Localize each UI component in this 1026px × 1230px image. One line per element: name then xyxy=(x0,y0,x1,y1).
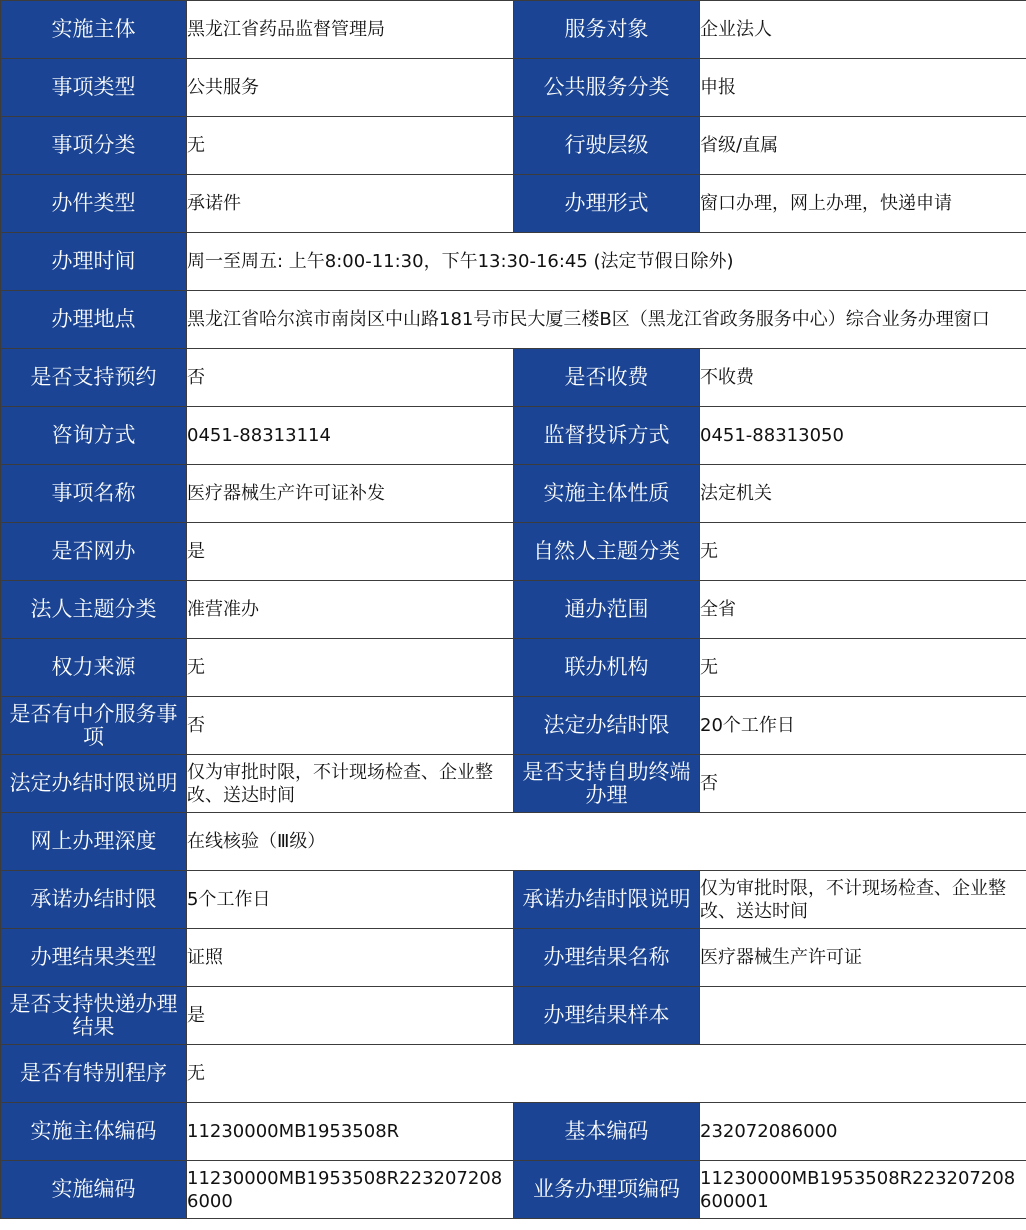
value-power-source: 无 xyxy=(187,639,514,697)
value-body-code: 11230000MB1953508R xyxy=(187,1103,514,1161)
table-row xyxy=(1,523,1026,581)
value-consultation: 0451-88313114 xyxy=(187,407,514,465)
label-business-item-code: 业务办理项编码 xyxy=(514,1161,700,1219)
value-promised-time-limit: 5个工作日 xyxy=(187,871,514,929)
label-item-category: 事项分类 xyxy=(1,117,187,175)
label-result-sample: 办理结果样本 xyxy=(514,987,700,1045)
label-public-service-category: 公共服务分类 xyxy=(514,59,700,117)
value-item-name: 医疗器械生产许可证补发 xyxy=(187,465,514,523)
label-express-delivery-result: 是否支持快递办理结果 xyxy=(1,987,187,1045)
label-handling-time: 办理时间 xyxy=(1,233,187,291)
value-natural-person-theme: 无 xyxy=(700,523,1026,581)
table-row xyxy=(1,639,1026,697)
value-intermediary-service: 否 xyxy=(187,697,514,755)
value-special-procedure: 无 xyxy=(187,1045,1026,1103)
label-intermediary-service: 是否有中介服务事项 xyxy=(1,697,187,755)
label-promised-time-limit-note: 承诺办结时限说明 xyxy=(514,871,700,929)
label-item-name: 事项名称 xyxy=(1,465,187,523)
label-legal-person-theme: 法人主题分类 xyxy=(1,581,187,639)
value-express-delivery-result: 是 xyxy=(187,987,514,1045)
table-row xyxy=(1,987,1026,1045)
value-complaint: 0451-88313050 xyxy=(700,407,1026,465)
table-row xyxy=(1,117,1026,175)
value-item-type: 公共服务 xyxy=(187,59,514,117)
label-item-type: 事项类型 xyxy=(1,59,187,117)
label-handling-scope: 通办范围 xyxy=(514,581,700,639)
table-row xyxy=(1,1161,1026,1219)
table-row xyxy=(1,929,1026,987)
table-row xyxy=(1,581,1026,639)
table-row xyxy=(1,465,1026,523)
value-result-sample xyxy=(700,987,1026,1045)
table-row xyxy=(1,871,1026,929)
table-row xyxy=(1,1103,1026,1161)
value-legal-time-limit: 20个工作日 xyxy=(700,697,1026,755)
label-is-charged: 是否收费 xyxy=(514,349,700,407)
value-legal-time-limit-note: 仅为审批时限，不计现场检查、企业整改、送达时间 xyxy=(187,755,514,813)
label-consultation: 咨询方式 xyxy=(1,407,187,465)
value-basic-code: 232072086000 xyxy=(700,1103,1026,1161)
label-implementing-body: 实施主体 xyxy=(1,1,187,59)
value-implementing-body: 黑龙江省药品监督管理局 xyxy=(187,1,514,59)
value-promised-time-limit-note: 仅为审批时限，不计现场检查、企业整改、送达时间 xyxy=(700,871,1026,929)
value-online-depth: 在线核验（Ⅲ级） xyxy=(187,813,1026,871)
table-row xyxy=(1,349,1026,407)
value-handling-location: 黑龙江省哈尔滨市南岗区中山路181号市民大厦三楼B区（黑龙江省政务服务中心）综合业务办理窗口 xyxy=(187,291,1026,349)
value-online-handling: 是 xyxy=(187,523,514,581)
label-promised-time-limit: 承诺办结时限 xyxy=(1,871,187,929)
table-row xyxy=(1,175,1026,233)
label-exercise-level: 行驶层级 xyxy=(514,117,700,175)
value-implementation-code: 11230000MB1953508R2232072086000 xyxy=(187,1161,514,1219)
table-row xyxy=(1,407,1026,465)
value-handling-time: 周一至周五: 上午8:00-11:30，下午13:30-16:45 (法定节假日除外) xyxy=(187,233,1026,291)
value-exercise-level: 省级/直属 xyxy=(700,117,1026,175)
label-basic-code: 基本编码 xyxy=(514,1103,700,1161)
label-natural-person-theme: 自然人主题分类 xyxy=(514,523,700,581)
value-handling-scope: 全省 xyxy=(700,581,1026,639)
value-supports-appointment: 否 xyxy=(187,349,514,407)
label-legal-time-limit: 法定办结时限 xyxy=(514,697,700,755)
label-online-depth: 网上办理深度 xyxy=(1,813,187,871)
table-row xyxy=(1,59,1026,117)
label-case-type: 办件类型 xyxy=(1,175,187,233)
value-result-type: 证照 xyxy=(187,929,514,987)
value-item-category: 无 xyxy=(187,117,514,175)
label-result-type: 办理结果类型 xyxy=(1,929,187,987)
value-joint-agency: 无 xyxy=(700,639,1026,697)
table-row xyxy=(1,233,1026,291)
label-legal-time-limit-note: 法定办结时限说明 xyxy=(1,755,187,813)
value-is-charged: 不收费 xyxy=(700,349,1026,407)
value-handling-form: 窗口办理，网上办理，快递申请 xyxy=(700,175,1026,233)
label-body-nature: 实施主体性质 xyxy=(514,465,700,523)
table-row xyxy=(1,291,1026,349)
label-special-procedure: 是否有特别程序 xyxy=(1,1045,187,1103)
label-handling-form: 办理形式 xyxy=(514,175,700,233)
label-online-handling: 是否网办 xyxy=(1,523,187,581)
label-implementation-code: 实施编码 xyxy=(1,1161,187,1219)
table-row xyxy=(1,755,1026,813)
label-supports-appointment: 是否支持预约 xyxy=(1,349,187,407)
table-row xyxy=(1,1045,1026,1103)
value-body-nature: 法定机关 xyxy=(700,465,1026,523)
label-body-code: 实施主体编码 xyxy=(1,1103,187,1161)
value-self-service-terminal: 否 xyxy=(700,755,1026,813)
label-power-source: 权力来源 xyxy=(1,639,187,697)
label-joint-agency: 联办机构 xyxy=(514,639,700,697)
value-business-item-code: 11230000MB1953508R223207208600001 xyxy=(700,1161,1026,1219)
label-complaint: 监督投诉方式 xyxy=(514,407,700,465)
value-service-target: 企业法人 xyxy=(700,1,1026,59)
table-row xyxy=(1,813,1026,871)
value-case-type: 承诺件 xyxy=(187,175,514,233)
table-row xyxy=(1,697,1026,755)
label-result-name: 办理结果名称 xyxy=(514,929,700,987)
value-legal-person-theme: 准营准办 xyxy=(187,581,514,639)
label-service-target: 服务对象 xyxy=(514,1,700,59)
value-result-name: 医疗器械生产许可证 xyxy=(700,929,1026,987)
label-self-service-terminal: 是否支持自助终端办理 xyxy=(514,755,700,813)
table-row xyxy=(1,1,1026,59)
label-handling-location: 办理地点 xyxy=(1,291,187,349)
value-public-service-category: 申报 xyxy=(700,59,1026,117)
